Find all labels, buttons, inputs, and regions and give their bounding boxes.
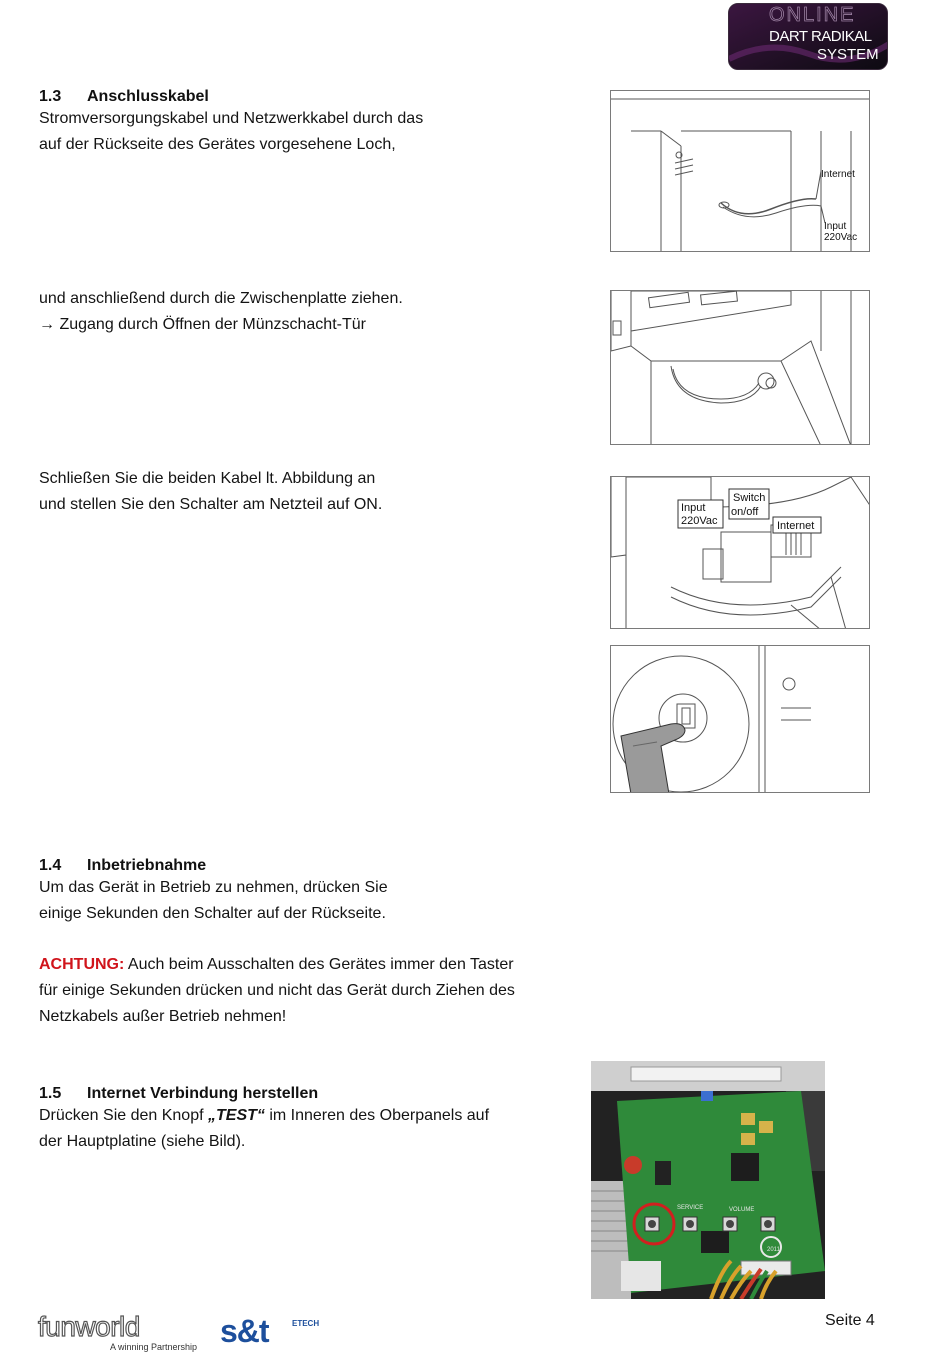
section-1-4-body xyxy=(39,875,388,927)
section-1-4-heading xyxy=(39,855,206,877)
label-input: Input xyxy=(824,221,847,232)
section-title: Internet Verbindung herstellen xyxy=(87,1085,319,1102)
figure-intermediate-plate xyxy=(610,290,870,445)
label-voltage: 220Vac xyxy=(681,515,718,527)
text-suffix: im Inneren des Oberpanels auf xyxy=(264,1107,490,1124)
st-suffix: ETECH xyxy=(292,1319,320,1328)
text-line: Netzkabels außer Betrieb nehmen! xyxy=(39,1008,287,1025)
logo-line-dart-radikal: DART RADIKAL xyxy=(769,28,872,45)
section-1-3-para1 xyxy=(39,106,423,158)
mainboard-illustration xyxy=(591,1061,825,1299)
mainboard-photo xyxy=(591,1061,825,1299)
online-dart-radikal-logo xyxy=(728,3,888,70)
text-line: der Hauptplatine (siehe Bild). xyxy=(39,1133,246,1150)
text-line: einige Sekunden den Schalter auf der Rückseite. xyxy=(39,905,386,922)
text-line: auf der Rückseite des Gerätes vorgesehene Loch, xyxy=(39,136,396,153)
section-1-3-heading xyxy=(39,86,209,108)
test-button-name: „TEST“ xyxy=(208,1107,265,1124)
figure-cabinet-back-cables xyxy=(610,90,870,252)
power-supply-drawing xyxy=(611,477,870,629)
funworld-logo xyxy=(38,1313,213,1353)
page-number: Seite 4 xyxy=(825,1312,875,1329)
warning-label: ACHTUNG: xyxy=(39,956,125,973)
board-label-year: 2011 xyxy=(767,1247,780,1253)
logo-line-online: ONLINE xyxy=(769,4,856,26)
section-number: 1.4 xyxy=(39,857,62,874)
section-number: 1.5 xyxy=(39,1085,62,1102)
section-title: Inbetriebnahme xyxy=(87,857,207,874)
text-line: Um das Gerät in Betrieb zu nehmen, drücken Sie xyxy=(39,879,388,896)
funworld-tagline: A winning Partnership xyxy=(110,1342,198,1352)
label-input: Input xyxy=(681,502,706,514)
section-1-5-body xyxy=(39,1103,489,1155)
board-label-volume: VOLUME xyxy=(729,1207,755,1213)
figure-back-switch xyxy=(610,645,870,793)
st-wordmark: s&t xyxy=(220,1313,269,1349)
section-number: 1.3 xyxy=(39,88,62,105)
section-title: Anschlusskabel xyxy=(87,88,209,105)
text-line: Stromversorgungskabel und Netzwerkkabel durch das xyxy=(39,110,424,127)
section-1-4-warning xyxy=(39,952,515,1030)
section-1-5-heading xyxy=(39,1083,318,1105)
text-prefix: Drücken Sie den Knopf xyxy=(39,1107,208,1124)
text-line: für einige Sekunden drücken und nicht das Gerät durch Ziehen des xyxy=(39,982,515,999)
intermediate-plate-drawing xyxy=(611,291,870,445)
st-logo xyxy=(220,1313,330,1353)
label-switch: Switch xyxy=(733,492,766,504)
board-label-service: SERVICE xyxy=(677,1205,704,1211)
section-1-3-para2 xyxy=(39,286,403,338)
label-internet: Internet xyxy=(821,169,855,180)
label-onoff: on/off xyxy=(731,506,759,518)
text-line: Schließen Sie die beiden Kabel lt. Abbildung an xyxy=(39,470,376,487)
text-line xyxy=(39,1103,489,1129)
cabinet-back-drawing xyxy=(611,91,870,252)
warning-text: Auch beim Ausschalten des Gerätes immer den Taster xyxy=(124,956,514,973)
back-switch-drawing xyxy=(611,646,870,793)
figure-power-supply xyxy=(610,476,870,629)
text-line: und anschließend durch die Zwischenplatte ziehen. xyxy=(39,290,403,307)
warning-line xyxy=(39,952,515,978)
label-voltage: 220Vac xyxy=(824,232,858,243)
text-line: → Zugang durch Öffnen der Münzschacht-Tür xyxy=(39,316,366,333)
section-1-3-para3 xyxy=(39,466,382,518)
label-internet: Internet xyxy=(777,520,815,532)
logo-line-system: SYSTEM xyxy=(817,46,879,63)
funworld-wordmark: funworld xyxy=(38,1311,140,1342)
text-line: und stellen Sie den Schalter am Netzteil auf ON. xyxy=(39,496,383,513)
